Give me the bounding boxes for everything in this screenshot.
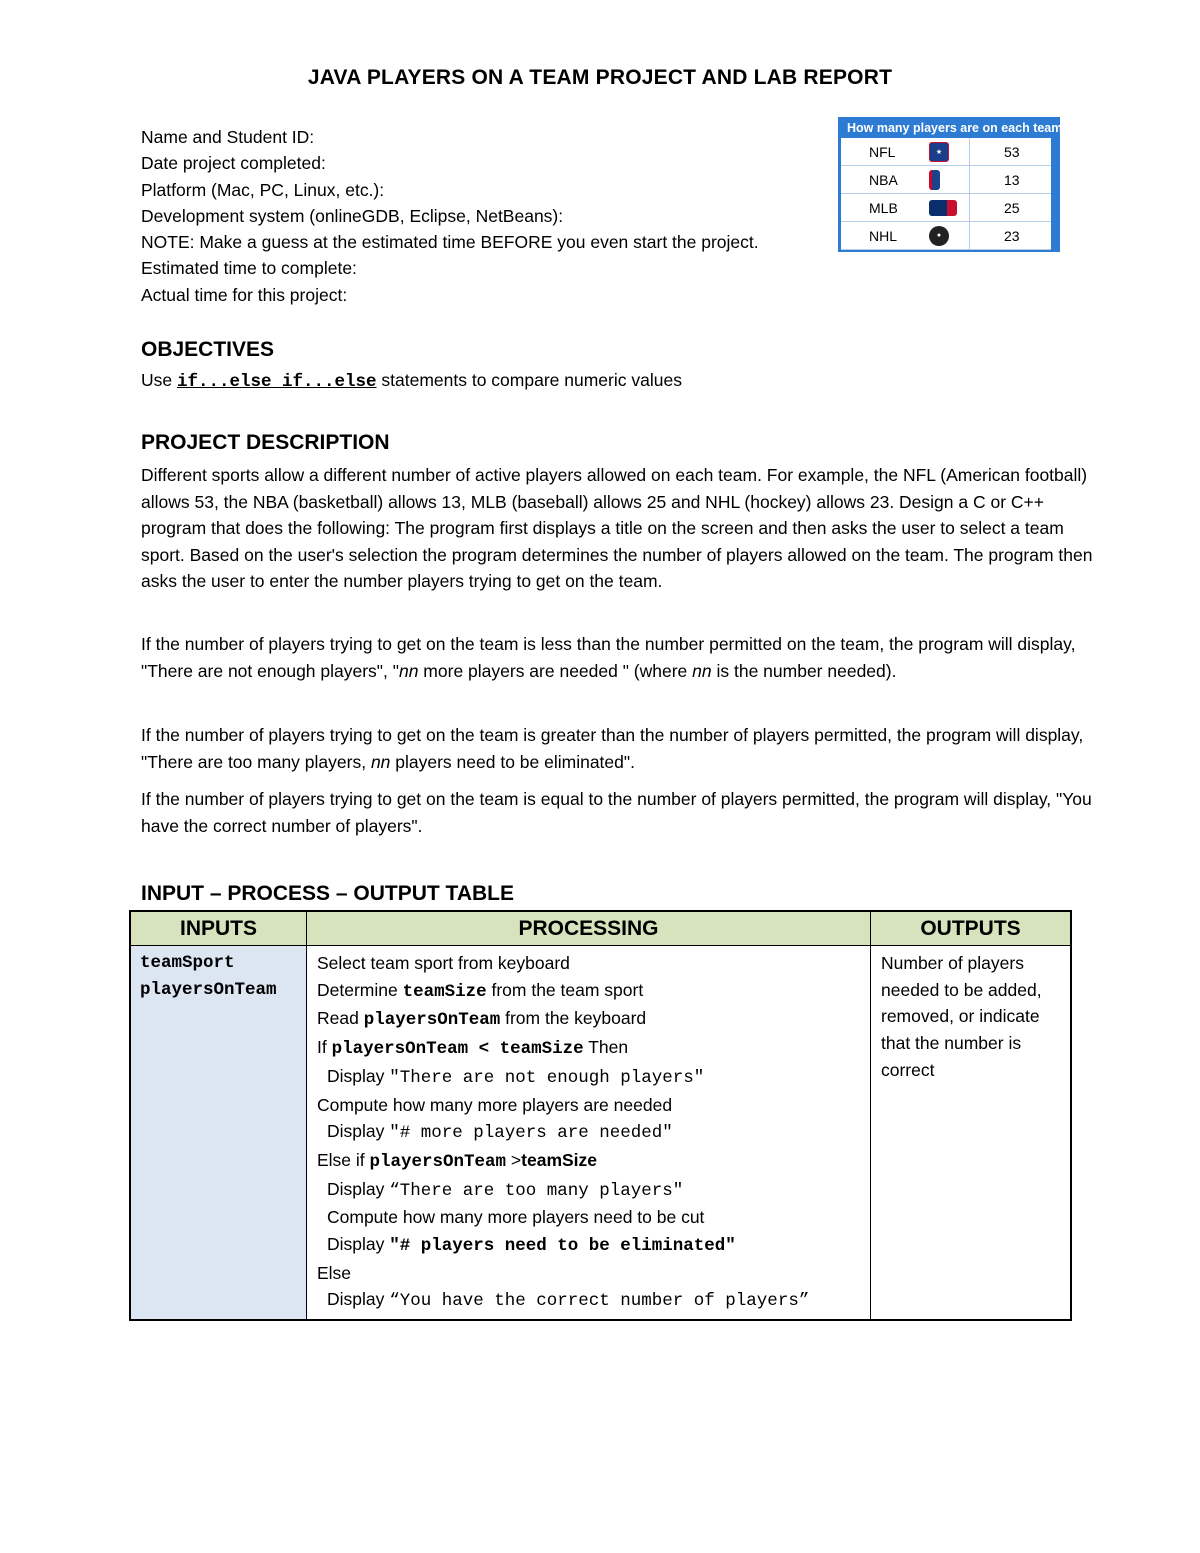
- p2-text-b: more players are needed " (where: [418, 660, 693, 681]
- proc-line: Display “There are too many players": [327, 1178, 684, 1201]
- proc-line: Display "# more players are needed": [327, 1121, 673, 1144]
- league-value: 53: [970, 138, 1052, 166]
- p2-nn: nn: [398, 660, 419, 681]
- ipo-table: [129, 910, 1072, 1321]
- description-paragraph-3: [141, 722, 1096, 775]
- p2-nn: nn: [692, 660, 712, 681]
- info-line: Name and Student ID:: [141, 127, 315, 147]
- players-per-team-figure: [838, 117, 1071, 252]
- processing-cell: [307, 946, 871, 1321]
- objectives-text: [141, 367, 1101, 396]
- inputs-cell: [130, 946, 307, 1321]
- proc-line: Compute how many more players need to be cut: [327, 1207, 705, 1228]
- league-value: 23: [970, 222, 1052, 250]
- figure-table: [841, 138, 1051, 250]
- figure-row: [841, 194, 1051, 222]
- proc-line: Select team sport from keyboard: [317, 953, 570, 973]
- info-line: Platform (Mac, PC, Linux, etc.):: [141, 179, 385, 200]
- league-value: 25: [970, 194, 1052, 222]
- proc-line: Else: [317, 1262, 352, 1283]
- p3-nn: nn: [370, 751, 391, 772]
- proc-line: Compute how many more players are needed: [317, 1094, 673, 1115]
- ipo-heading: INPUT – PROCESS – OUTPUT TABLE: [141, 882, 514, 905]
- nba-logo-icon: [929, 170, 940, 190]
- proc-line: If playersOnTeam < teamSize Then: [317, 1037, 629, 1060]
- objectives-prefix: Use: [141, 370, 177, 390]
- league-name: NBA: [841, 166, 929, 194]
- p2-text-a: If the number of players trying to get on the team is less than the number permitted on the team, the program will display, "There are not enough players", ": [141, 634, 1076, 681]
- description-paragraph-2: [141, 631, 1096, 684]
- figure-row: [841, 222, 1051, 250]
- info-line: Actual time for this project:: [141, 284, 348, 305]
- info-line: NOTE: Make a guess at the estimated time BEFORE you even start the project.: [141, 232, 759, 253]
- description-heading: PROJECT DESCRIPTION: [141, 431, 390, 454]
- nfl-logo-icon: ★: [929, 142, 949, 162]
- proc-line: Display "There are not enough players": [327, 1065, 705, 1088]
- description-paragraph-4: If the number of players trying to get on the team is equal to the number of players permitted, the program will display, "You have the correct number of players".: [141, 789, 1092, 836]
- figure-row: [841, 166, 1051, 194]
- league-name: NHL: [841, 222, 929, 250]
- info-line: Estimated time to complete:: [141, 258, 357, 279]
- objectives-heading: OBJECTIVES: [141, 338, 275, 361]
- proc-line: Else if playersOnTeam >teamSize: [317, 1149, 598, 1172]
- p3-text-b: players need to be eliminated".: [390, 751, 635, 772]
- mlb-logo-icon: [929, 200, 957, 216]
- proc-line: Display "# players need to be eliminated": [327, 1234, 736, 1257]
- figure-row: [841, 138, 1051, 166]
- outputs-header: OUTPUTS: [871, 911, 1072, 946]
- outputs-cell: Number of players needed to be added, removed, or indicate that the number is correct: [871, 946, 1072, 1321]
- processing-header: PROCESSING: [307, 911, 871, 946]
- p3-text-a: If the number of players trying to get on the team is greater than the number of players permitted, the program will display, "There are too many players,: [141, 725, 1084, 772]
- input-variable: playersOnTeam: [140, 979, 277, 1000]
- input-variable: teamSport: [140, 953, 235, 973]
- proc-line: Determine teamSize from the team sport: [317, 979, 644, 1002]
- info-line: Date project completed:: [141, 153, 326, 174]
- info-line: Development system (onlineGDB, Eclipse, NetBeans):: [141, 205, 564, 226]
- league-name: NFL: [841, 138, 929, 166]
- league-value: 13: [970, 166, 1052, 194]
- objectives-suffix: statements to compare numeric values: [376, 370, 682, 390]
- description-paragraph-1: Different sports allow a different number of active players allowed on each team. For example, the NFL (American football) allows 53, the NBA (basketball) allows 13, MLB (baseball) allows 25 and NHL (hockey) allows 23. Design a C or C++ program that does the following: The program first displays a title on the screen and then asks the user to select a team sport. Based on the user's selection the program determines the number of players allowed on the team. The program then asks the user to enter the number players trying to get on the team.: [141, 465, 1093, 591]
- objectives-code: if...else if...else: [176, 372, 377, 392]
- student-info-block: [141, 124, 759, 308]
- inputs-header: INPUTS: [130, 911, 307, 946]
- proc-line: Display “You have the correct number of players”: [327, 1289, 810, 1312]
- league-name: MLB: [841, 194, 929, 222]
- page-title: JAVA PLAYERS ON A TEAM PROJECT AND LAB REPORT: [307, 66, 893, 89]
- proc-line: Read playersOnTeam from the keyboard: [317, 1008, 647, 1031]
- p2-text-c: is the number needed).: [711, 660, 897, 681]
- figure-title: How many players are on each team?: [847, 121, 1071, 135]
- nhl-logo-icon: ●: [929, 226, 949, 246]
